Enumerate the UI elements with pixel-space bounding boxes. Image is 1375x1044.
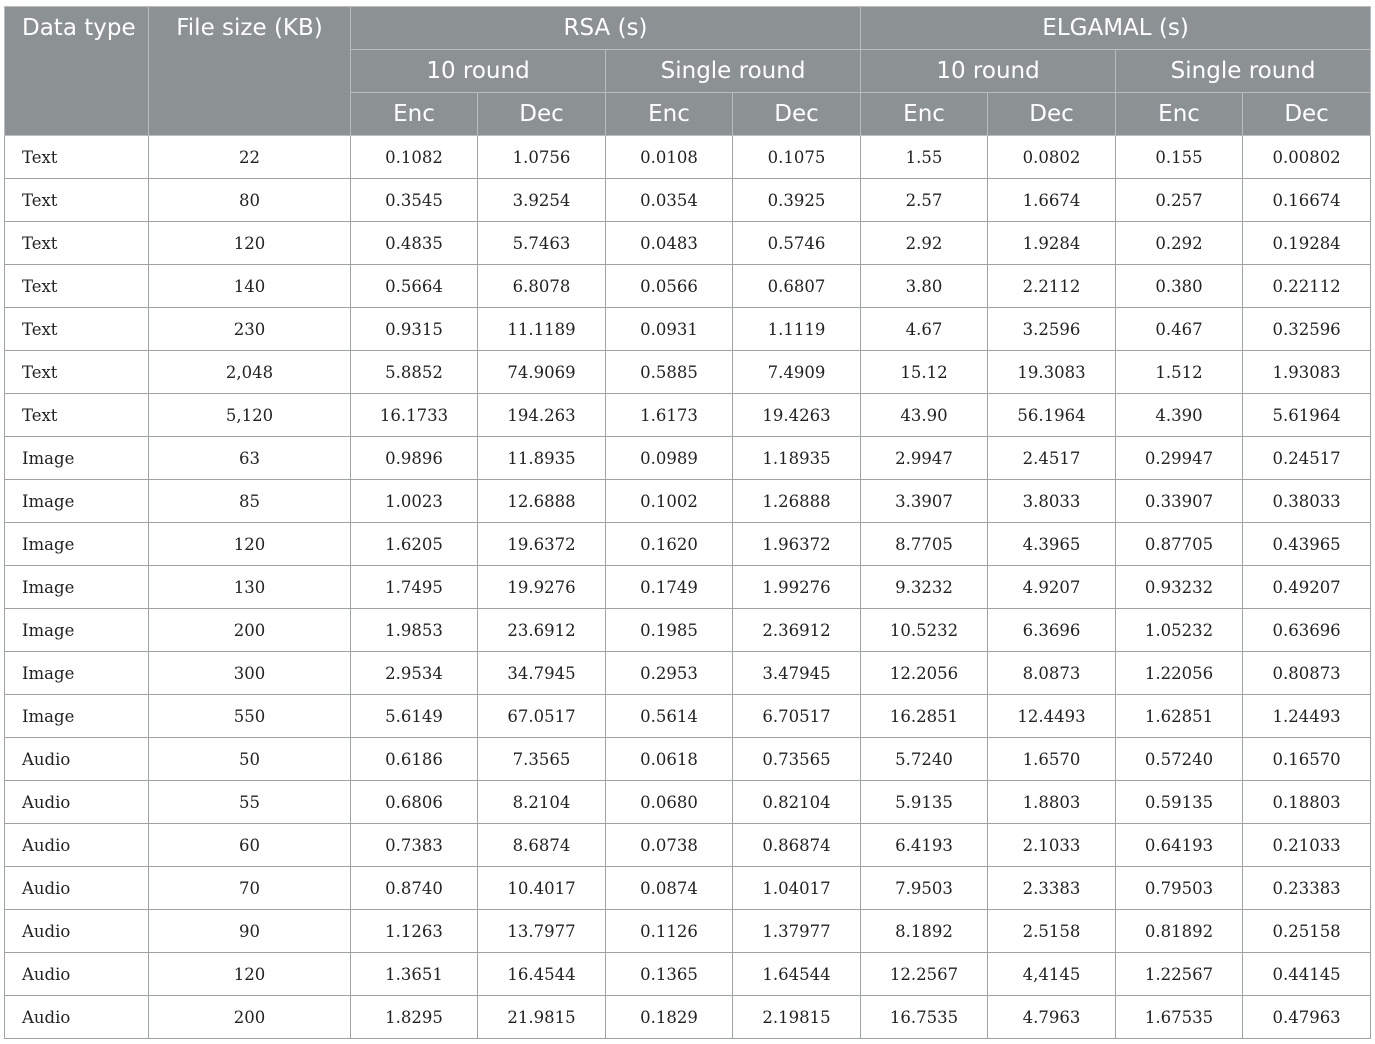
cell-elgamal-10-enc: 15.12: [861, 351, 988, 394]
cell-elgamal-single-dec: 0.24517: [1243, 437, 1371, 480]
cell-file-size: 55: [149, 781, 351, 824]
cell-rsa-single-dec: 1.1119: [733, 308, 861, 351]
cell-elgamal-10-dec: 4.3965: [988, 523, 1116, 566]
cell-file-size: 120: [149, 222, 351, 265]
cell-elgamal-10-dec: 1.6570: [988, 738, 1116, 781]
cell-elgamal-10-enc: 16.7535: [861, 996, 988, 1039]
cell-data-type: Image: [5, 566, 149, 609]
cell-rsa-single-enc: 0.0931: [606, 308, 733, 351]
header-enc: Enc: [351, 93, 478, 136]
cell-rsa-10-enc: 0.5664: [351, 265, 478, 308]
cell-rsa-10-enc: 5.6149: [351, 695, 478, 738]
cell-elgamal-single-dec: 0.22112: [1243, 265, 1371, 308]
cell-elgamal-10-dec: 6.3696: [988, 609, 1116, 652]
cell-rsa-single-enc: 0.1620: [606, 523, 733, 566]
cell-rsa-10-enc: 0.7383: [351, 824, 478, 867]
cell-data-type: Image: [5, 480, 149, 523]
table-row: [5, 738, 1371, 781]
cell-rsa-single-dec: 0.3925: [733, 179, 861, 222]
cell-rsa-10-enc: 0.1082: [351, 136, 478, 179]
cell-data-type: Text: [5, 136, 149, 179]
cell-elgamal-10-enc: 3.3907: [861, 480, 988, 523]
cell-elgamal-single-enc: 4.390: [1116, 394, 1243, 437]
cell-elgamal-single-dec: 0.49207: [1243, 566, 1371, 609]
cell-elgamal-single-dec: 0.25158: [1243, 910, 1371, 953]
cell-elgamal-single-dec: 0.47963: [1243, 996, 1371, 1039]
table-row: [5, 867, 1371, 910]
table-row: [5, 394, 1371, 437]
cell-rsa-single-dec: 2.36912: [733, 609, 861, 652]
cell-elgamal-10-dec: 2.4517: [988, 437, 1116, 480]
cell-elgamal-single-enc: 0.79503: [1116, 867, 1243, 910]
cell-elgamal-single-dec: 0.38033: [1243, 480, 1371, 523]
cell-rsa-single-dec: 6.70517: [733, 695, 861, 738]
cell-rsa-10-dec: 13.7977: [478, 910, 606, 953]
table-row: [5, 308, 1371, 351]
cell-rsa-10-enc: 0.9315: [351, 308, 478, 351]
header-dec: Dec: [478, 93, 606, 136]
header-rsa-single-round: Single round: [606, 50, 861, 93]
cell-file-size: 120: [149, 523, 351, 566]
cell-rsa-single-enc: 0.0108: [606, 136, 733, 179]
cell-rsa-10-enc: 1.8295: [351, 996, 478, 1039]
cell-data-type: Audio: [5, 910, 149, 953]
cell-file-size: 120: [149, 953, 351, 996]
cell-rsa-10-dec: 194.263: [478, 394, 606, 437]
cell-rsa-10-enc: 0.8740: [351, 867, 478, 910]
cell-data-type: Image: [5, 609, 149, 652]
cell-file-size: 2,048: [149, 351, 351, 394]
header-elgamal: ELGAMAL (s): [861, 7, 1371, 50]
cell-elgamal-single-enc: 0.93232: [1116, 566, 1243, 609]
cell-elgamal-10-enc: 6.4193: [861, 824, 988, 867]
cell-rsa-10-enc: 16.1733: [351, 394, 478, 437]
cell-data-type: Audio: [5, 781, 149, 824]
cell-elgamal-single-dec: 0.32596: [1243, 308, 1371, 351]
cell-file-size: 50: [149, 738, 351, 781]
cell-elgamal-10-dec: 2.5158: [988, 910, 1116, 953]
cell-rsa-single-enc: 0.0989: [606, 437, 733, 480]
cell-rsa-single-dec: 0.6807: [733, 265, 861, 308]
header-enc: Enc: [861, 93, 988, 136]
cell-data-type: Text: [5, 351, 149, 394]
table-row: [5, 824, 1371, 867]
cell-rsa-single-dec: 1.18935: [733, 437, 861, 480]
table-body: [5, 136, 1371, 1039]
cell-rsa-single-enc: 0.0618: [606, 738, 733, 781]
cell-data-type: Audio: [5, 996, 149, 1039]
cell-rsa-single-dec: 7.4909: [733, 351, 861, 394]
cell-rsa-single-dec: 1.04017: [733, 867, 861, 910]
cell-rsa-single-dec: 2.19815: [733, 996, 861, 1039]
cell-elgamal-10-dec: 1.9284: [988, 222, 1116, 265]
cell-rsa-10-enc: 1.3651: [351, 953, 478, 996]
cell-rsa-single-dec: 1.96372: [733, 523, 861, 566]
cell-elgamal-single-enc: 0.57240: [1116, 738, 1243, 781]
cell-elgamal-10-enc: 8.7705: [861, 523, 988, 566]
cell-rsa-10-dec: 11.1189: [478, 308, 606, 351]
cell-elgamal-single-enc: 0.29947: [1116, 437, 1243, 480]
table-row: [5, 179, 1371, 222]
cell-rsa-single-dec: 1.99276: [733, 566, 861, 609]
cell-rsa-single-dec: 1.37977: [733, 910, 861, 953]
cell-elgamal-single-enc: 1.22056: [1116, 652, 1243, 695]
cell-rsa-single-enc: 0.1829: [606, 996, 733, 1039]
cell-rsa-10-enc: 0.3545: [351, 179, 478, 222]
cell-elgamal-10-dec: 0.0802: [988, 136, 1116, 179]
cell-elgamal-single-enc: 0.380: [1116, 265, 1243, 308]
cell-elgamal-10-enc: 12.2567: [861, 953, 988, 996]
cell-file-size: 80: [149, 179, 351, 222]
cell-rsa-single-dec: 1.64544: [733, 953, 861, 996]
cell-rsa-single-enc: 0.5885: [606, 351, 733, 394]
cell-elgamal-10-dec: 2.2112: [988, 265, 1116, 308]
cell-elgamal-10-enc: 5.9135: [861, 781, 988, 824]
cell-rsa-single-enc: 0.2953: [606, 652, 733, 695]
cell-data-type: Audio: [5, 953, 149, 996]
cell-elgamal-10-dec: 12.4493: [988, 695, 1116, 738]
cell-data-type: Text: [5, 308, 149, 351]
cell-data-type: Text: [5, 265, 149, 308]
cell-elgamal-10-enc: 8.1892: [861, 910, 988, 953]
cell-elgamal-10-enc: 5.7240: [861, 738, 988, 781]
cell-rsa-single-dec: 0.1075: [733, 136, 861, 179]
cell-rsa-10-dec: 8.6874: [478, 824, 606, 867]
cell-elgamal-10-enc: 10.5232: [861, 609, 988, 652]
table-row: [5, 609, 1371, 652]
cell-elgamal-single-dec: 1.24493: [1243, 695, 1371, 738]
cell-rsa-10-dec: 1.0756: [478, 136, 606, 179]
cell-rsa-10-enc: 1.7495: [351, 566, 478, 609]
header-elgamal-10-round: 10 round: [861, 50, 1116, 93]
cell-elgamal-single-dec: 0.19284: [1243, 222, 1371, 265]
header-file-size: File size (KB): [149, 7, 351, 136]
cell-elgamal-10-dec: 3.8033: [988, 480, 1116, 523]
cell-rsa-single-enc: 0.0354: [606, 179, 733, 222]
cell-elgamal-single-dec: 0.00802: [1243, 136, 1371, 179]
table-row: [5, 437, 1371, 480]
table-row: [5, 136, 1371, 179]
table-row: [5, 351, 1371, 394]
cell-rsa-10-dec: 3.9254: [478, 179, 606, 222]
cell-rsa-single-enc: 0.0566: [606, 265, 733, 308]
cell-elgamal-10-dec: 4.7963: [988, 996, 1116, 1039]
cell-elgamal-10-enc: 12.2056: [861, 652, 988, 695]
cell-elgamal-10-dec: 4,4145: [988, 953, 1116, 996]
cell-elgamal-single-enc: 0.81892: [1116, 910, 1243, 953]
table-row: [5, 265, 1371, 308]
cell-elgamal-single-dec: 5.61964: [1243, 394, 1371, 437]
cell-rsa-10-enc: 1.1263: [351, 910, 478, 953]
cell-rsa-single-enc: 0.1126: [606, 910, 733, 953]
cell-elgamal-single-enc: 0.59135: [1116, 781, 1243, 824]
cell-rsa-single-dec: 0.86874: [733, 824, 861, 867]
cell-file-size: 60: [149, 824, 351, 867]
cell-elgamal-10-dec: 3.2596: [988, 308, 1116, 351]
cell-rsa-10-dec: 7.3565: [478, 738, 606, 781]
table-row: [5, 910, 1371, 953]
cell-elgamal-single-enc: 1.512: [1116, 351, 1243, 394]
cell-rsa-10-enc: 1.6205: [351, 523, 478, 566]
header-dec: Dec: [988, 93, 1116, 136]
cell-elgamal-single-dec: 0.63696: [1243, 609, 1371, 652]
cell-rsa-single-enc: 0.0874: [606, 867, 733, 910]
cell-elgamal-single-dec: 0.43965: [1243, 523, 1371, 566]
cell-elgamal-single-enc: 0.64193: [1116, 824, 1243, 867]
cell-rsa-single-dec: 1.26888: [733, 480, 861, 523]
header-enc: Enc: [606, 93, 733, 136]
cell-elgamal-10-enc: 2.57: [861, 179, 988, 222]
cell-elgamal-single-enc: 1.62851: [1116, 695, 1243, 738]
cell-file-size: 230: [149, 308, 351, 351]
header-data-type: Data type: [5, 7, 149, 136]
cell-elgamal-10-dec: 1.6674: [988, 179, 1116, 222]
table-row: [5, 953, 1371, 996]
cell-rsa-10-dec: 74.9069: [478, 351, 606, 394]
cell-rsa-single-enc: 0.1749: [606, 566, 733, 609]
cell-rsa-single-dec: 0.73565: [733, 738, 861, 781]
cell-elgamal-10-dec: 56.1964: [988, 394, 1116, 437]
cell-file-size: 200: [149, 609, 351, 652]
cell-rsa-10-dec: 21.9815: [478, 996, 606, 1039]
cell-rsa-single-enc: 1.6173: [606, 394, 733, 437]
table-row: [5, 566, 1371, 609]
table-header: [5, 7, 1371, 136]
table-row: [5, 695, 1371, 738]
cell-elgamal-single-enc: 0.33907: [1116, 480, 1243, 523]
cell-rsa-10-enc: 2.9534: [351, 652, 478, 695]
header-elgamal-single-round: Single round: [1116, 50, 1371, 93]
cell-elgamal-10-enc: 3.80: [861, 265, 988, 308]
cell-data-type: Audio: [5, 867, 149, 910]
cell-elgamal-single-enc: 0.87705: [1116, 523, 1243, 566]
cell-rsa-10-dec: 19.9276: [478, 566, 606, 609]
cell-rsa-10-enc: 0.6806: [351, 781, 478, 824]
table-row: [5, 222, 1371, 265]
cell-rsa-10-dec: 10.4017: [478, 867, 606, 910]
cell-data-type: Image: [5, 437, 149, 480]
cell-rsa-10-dec: 67.0517: [478, 695, 606, 738]
cell-elgamal-single-enc: 0.257: [1116, 179, 1243, 222]
cell-elgamal-single-dec: 0.16674: [1243, 179, 1371, 222]
cell-data-type: Audio: [5, 824, 149, 867]
cell-elgamal-10-dec: 4.9207: [988, 566, 1116, 609]
cell-rsa-10-dec: 5.7463: [478, 222, 606, 265]
cell-rsa-single-enc: 0.1365: [606, 953, 733, 996]
table-row: [5, 996, 1371, 1039]
cell-elgamal-10-enc: 2.9947: [861, 437, 988, 480]
cell-rsa-10-dec: 6.8078: [478, 265, 606, 308]
cell-elgamal-10-enc: 1.55: [861, 136, 988, 179]
cell-elgamal-10-dec: 2.3383: [988, 867, 1116, 910]
cell-data-type: Text: [5, 394, 149, 437]
cell-file-size: 63: [149, 437, 351, 480]
cell-rsa-10-dec: 11.8935: [478, 437, 606, 480]
cell-data-type: Text: [5, 222, 149, 265]
cell-elgamal-single-enc: 0.467: [1116, 308, 1243, 351]
cell-rsa-10-dec: 16.4544: [478, 953, 606, 996]
cell-data-type: Audio: [5, 738, 149, 781]
cell-rsa-single-enc: 0.1985: [606, 609, 733, 652]
cell-elgamal-10-dec: 2.1033: [988, 824, 1116, 867]
cell-rsa-single-dec: 0.82104: [733, 781, 861, 824]
table-row: [5, 781, 1371, 824]
cell-rsa-10-enc: 0.4835: [351, 222, 478, 265]
cell-rsa-10-dec: 19.6372: [478, 523, 606, 566]
cell-rsa-10-dec: 23.6912: [478, 609, 606, 652]
table-row: [5, 652, 1371, 695]
cell-rsa-single-enc: 0.0680: [606, 781, 733, 824]
cell-rsa-10-enc: 5.8852: [351, 351, 478, 394]
cell-elgamal-single-enc: 1.05232: [1116, 609, 1243, 652]
cell-file-size: 22: [149, 136, 351, 179]
cell-elgamal-single-dec: 0.21033: [1243, 824, 1371, 867]
cell-file-size: 140: [149, 265, 351, 308]
cell-rsa-single-dec: 3.47945: [733, 652, 861, 695]
cell-elgamal-single-enc: 1.67535: [1116, 996, 1243, 1039]
cell-rsa-single-enc: 0.0483: [606, 222, 733, 265]
cell-elgamal-10-enc: 16.2851: [861, 695, 988, 738]
results-table: [4, 6, 1371, 1039]
cell-rsa-10-enc: 1.9853: [351, 609, 478, 652]
table-row: [5, 523, 1371, 566]
cell-elgamal-10-enc: 2.92: [861, 222, 988, 265]
cell-data-type: Image: [5, 695, 149, 738]
cell-file-size: 85: [149, 480, 351, 523]
header-dec: Dec: [733, 93, 861, 136]
cell-rsa-10-dec: 8.2104: [478, 781, 606, 824]
cell-elgamal-single-dec: 0.44145: [1243, 953, 1371, 996]
cell-rsa-10-enc: 0.6186: [351, 738, 478, 781]
cell-file-size: 90: [149, 910, 351, 953]
header-dec: Dec: [1243, 93, 1371, 136]
header-rsa: RSA (s): [351, 7, 861, 50]
cell-file-size: 70: [149, 867, 351, 910]
cell-elgamal-10-dec: 8.0873: [988, 652, 1116, 695]
cell-rsa-single-dec: 19.4263: [733, 394, 861, 437]
cell-elgamal-single-dec: 0.16570: [1243, 738, 1371, 781]
cell-file-size: 200: [149, 996, 351, 1039]
cell-data-type: Image: [5, 523, 149, 566]
cell-file-size: 5,120: [149, 394, 351, 437]
cell-elgamal-single-dec: 0.23383: [1243, 867, 1371, 910]
cell-rsa-10-enc: 0.9896: [351, 437, 478, 480]
cell-rsa-single-enc: 0.0738: [606, 824, 733, 867]
cell-rsa-10-dec: 34.7945: [478, 652, 606, 695]
cell-rsa-single-enc: 0.1002: [606, 480, 733, 523]
cell-rsa-single-dec: 0.5746: [733, 222, 861, 265]
cell-rsa-10-dec: 12.6888: [478, 480, 606, 523]
cell-file-size: 130: [149, 566, 351, 609]
cell-elgamal-single-enc: 1.22567: [1116, 953, 1243, 996]
cell-elgamal-10-enc: 43.90: [861, 394, 988, 437]
cell-elgamal-10-dec: 19.3083: [988, 351, 1116, 394]
cell-elgamal-10-enc: 4.67: [861, 308, 988, 351]
header-rsa-10-round: 10 round: [351, 50, 606, 93]
cell-rsa-10-enc: 1.0023: [351, 480, 478, 523]
cell-rsa-single-enc: 0.5614: [606, 695, 733, 738]
cell-data-type: Text: [5, 179, 149, 222]
cell-elgamal-single-enc: 0.155: [1116, 136, 1243, 179]
cell-elgamal-10-enc: 7.9503: [861, 867, 988, 910]
cell-elgamal-10-enc: 9.3232: [861, 566, 988, 609]
cell-elgamal-single-enc: 0.292: [1116, 222, 1243, 265]
table-row: [5, 480, 1371, 523]
cell-elgamal-single-dec: 0.18803: [1243, 781, 1371, 824]
cell-file-size: 550: [149, 695, 351, 738]
cell-data-type: Image: [5, 652, 149, 695]
cell-elgamal-single-dec: 1.93083: [1243, 351, 1371, 394]
cell-elgamal-10-dec: 1.8803: [988, 781, 1116, 824]
cell-file-size: 300: [149, 652, 351, 695]
cell-elgamal-single-dec: 0.80873: [1243, 652, 1371, 695]
header-enc: Enc: [1116, 93, 1243, 136]
